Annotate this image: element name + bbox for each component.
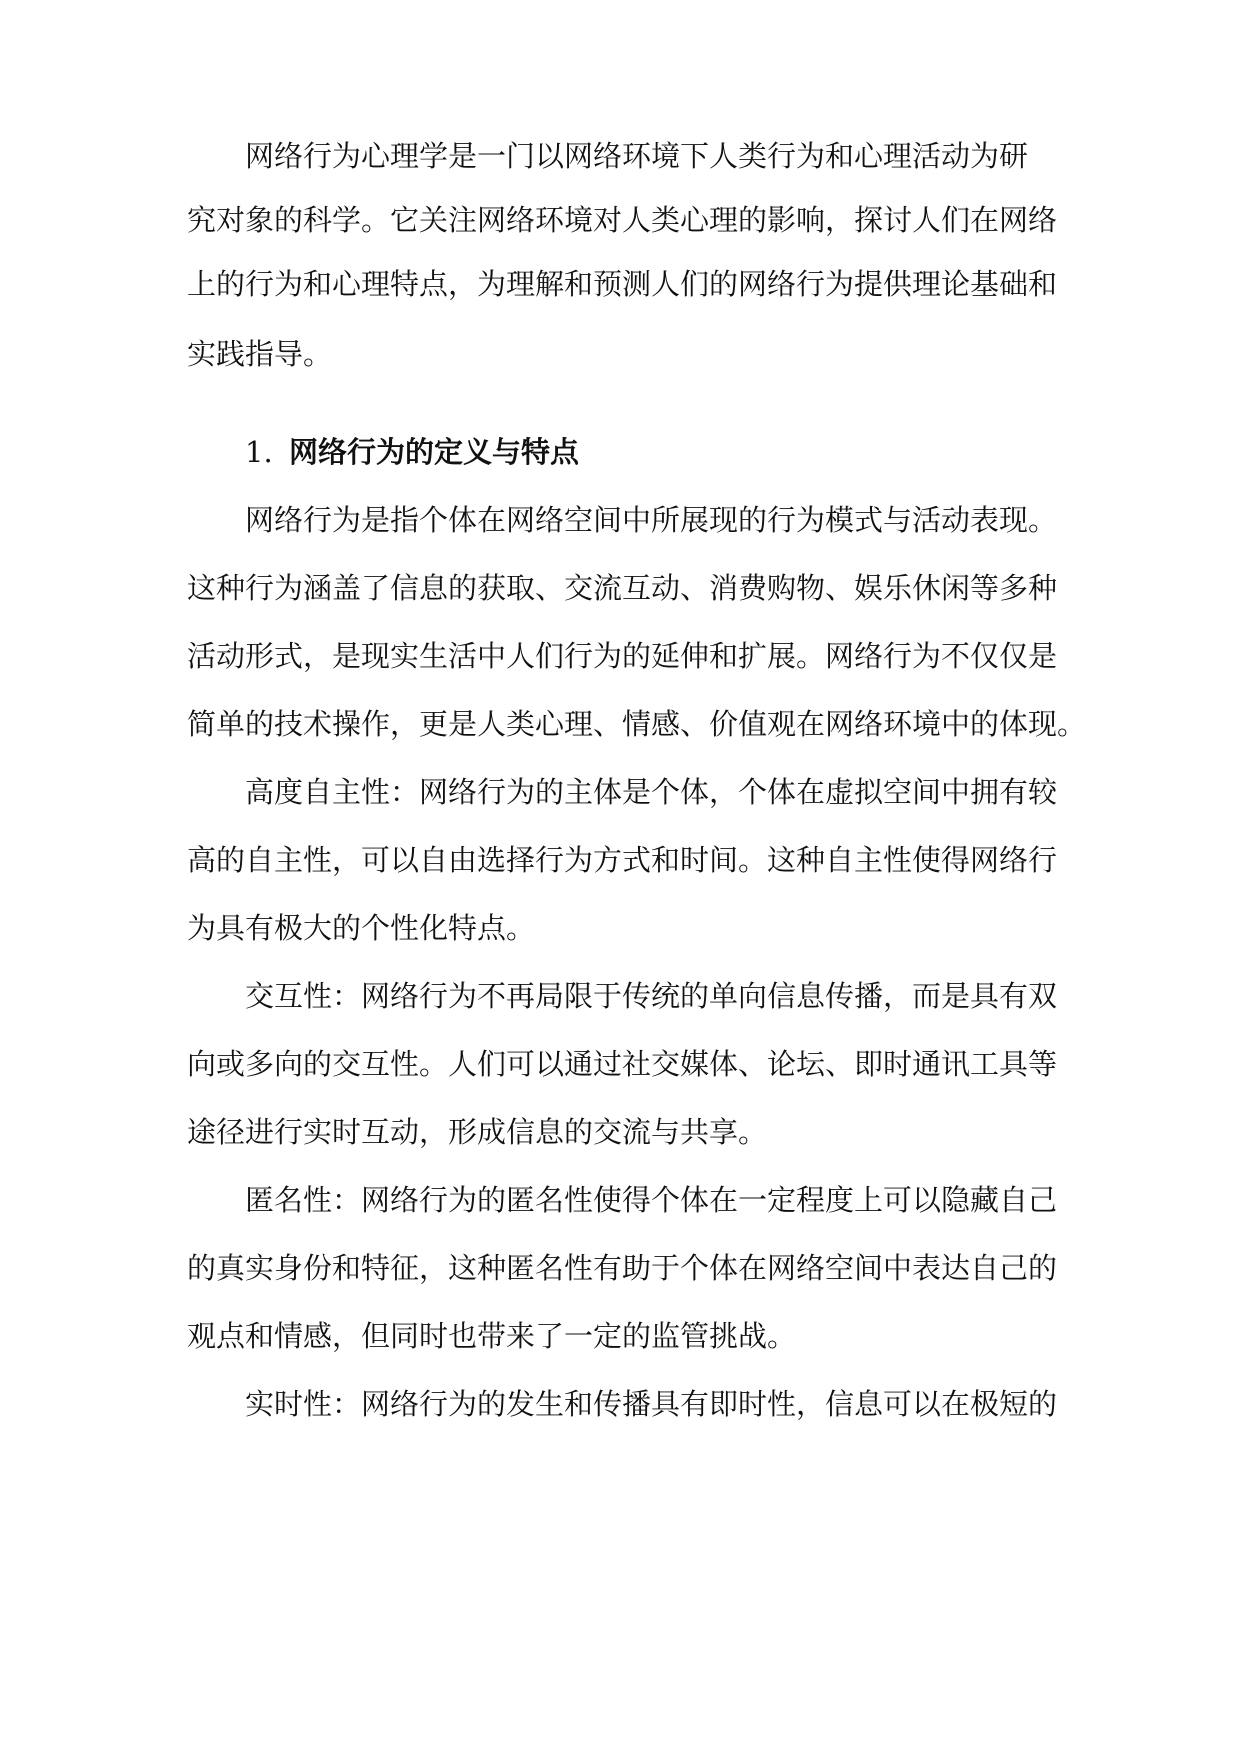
section-number: 1. [245, 435, 273, 469]
realtime-line-1: 实时性：网络行为的发生和传播具有即时性，信息可以在极短的 [245, 1387, 1058, 1421]
autonomy-line-2: 高的自主性，可以自由选择行为方式和时间。这种自主性使得网络行 [187, 843, 1058, 877]
autonomy-line-3: 为具有极大的个性化特点。 [187, 911, 536, 945]
intro-line-4: 实践指导。 [187, 337, 333, 371]
intro-line-1: 网络行为心理学是一门以网络环境下人类行为和心理活动为研 [245, 139, 1029, 173]
definition-line-1: 网络行为是指个体在网络空间中所展现的行为模式与活动表现。 [245, 503, 1058, 537]
interactivity-line-2: 向或多向的交互性。人们可以通过社交媒体、论坛、即时通讯工具等 [187, 1047, 1058, 1081]
definition-line-3: 活动形式，是现实生活中人们行为的延伸和扩展。网络行为不仅仅是 [187, 639, 1058, 673]
anonymity-line-3: 观点和情感，但同时也带来了一定的监管挑战。 [187, 1319, 797, 1353]
definition-line-2: 这种行为涵盖了信息的获取、交流互动、消费购物、娱乐休闲等多种 [187, 571, 1058, 605]
anonymity-line-1: 匿名性：网络行为的匿名性使得个体在一定程度上可以隐藏自己 [245, 1183, 1058, 1217]
anonymity-line-2: 的真实身份和特征，这种匿名性有助于个体在网络空间中表达自己的 [187, 1251, 1058, 1285]
section-heading [245, 434, 579, 470]
autonomy-line-1: 高度自主性：网络行为的主体是个体，个体在虚拟空间中拥有较 [245, 775, 1058, 809]
interactivity-line-3: 途径进行实时互动，形成信息的交流与共享。 [187, 1115, 768, 1149]
definition-line-4: 简单的技术操作，更是人类心理、情感、价值观在网络环境中的体现。 [187, 707, 1087, 741]
section-title: 网络行为的定义与特点 [289, 435, 580, 469]
intro-line-2: 究对象的科学。它关注网络环境对人类心理的影响，探讨人们在网络 [187, 203, 1058, 237]
interactivity-line-1: 交互性：网络行为不再局限于传统的单向信息传播，而是具有双 [245, 979, 1058, 1013]
intro-line-3: 上的行为和心理特点，为理解和预测人们的网络行为提供理论基础和 [187, 267, 1058, 301]
